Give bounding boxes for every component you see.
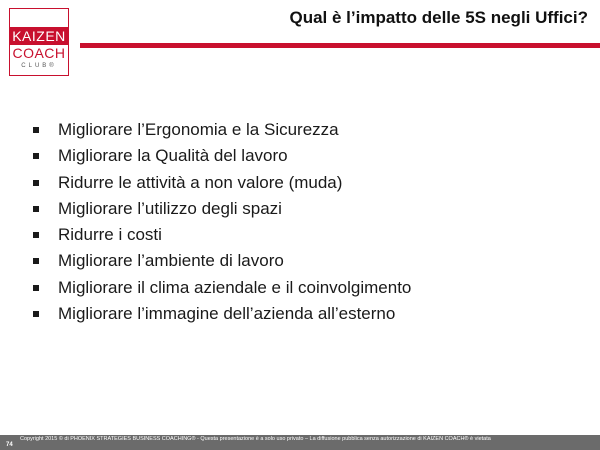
list-item: [30, 170, 411, 196]
list-item-text: Migliorare l’utilizzo degli spazi: [58, 198, 282, 218]
list-item: [30, 143, 411, 169]
list-item-text: Migliorare l’ambiente di lavoro: [58, 251, 284, 271]
list-item-text: Ridurre le attività a non valore (muda): [58, 172, 343, 192]
logo-coach-text: COACH: [12, 45, 66, 61]
copyright-notice: Copyright 2015 © di PHOENIX STRATEGIES BUSINESS COACHING® - Questa presentazione è a solo uso privato – La diffusione pubblica senza autorizzazione di KAIZEN COACH® è vietata: [20, 436, 491, 442]
square-bullet-icon: [33, 232, 39, 238]
square-bullet-icon: [33, 127, 39, 133]
logo-kaizen-text: KAIZEN: [10, 27, 68, 45]
list-item-text: Migliorare l’Ergonomia e la Sicurezza: [58, 120, 339, 139]
list-item-text: Migliorare la Qualità del lavoro: [58, 146, 288, 166]
list-item: [30, 248, 411, 274]
slide-title: Qual è l’impatto delle 5S negli Uffici?: [289, 8, 588, 27]
list-item-text: Ridurre i costi: [58, 225, 162, 245]
title-divider: [80, 43, 600, 48]
list-item: [30, 222, 411, 248]
footer-bar: [0, 435, 600, 450]
square-bullet-icon: [33, 311, 39, 317]
logo-club-text: CLUB®: [21, 63, 57, 69]
kaizen-coach-logo: [9, 8, 69, 76]
list-item: [30, 196, 411, 222]
square-bullet-icon: [33, 206, 39, 212]
bullet-list: [30, 117, 411, 327]
list-item: [30, 275, 411, 301]
square-bullet-icon: [33, 258, 39, 264]
square-bullet-icon: [33, 180, 39, 186]
list-item-text: Migliorare l’immagine dell’azienda all’esterno: [58, 304, 396, 324]
square-bullet-icon: [33, 153, 39, 159]
list-item: [30, 301, 411, 327]
list-item-text: Migliorare il clima aziendale e il coinvolgimento: [58, 277, 412, 297]
list-item: [30, 117, 411, 143]
square-bullet-icon: [33, 285, 39, 291]
page-number: 74: [6, 442, 13, 448]
